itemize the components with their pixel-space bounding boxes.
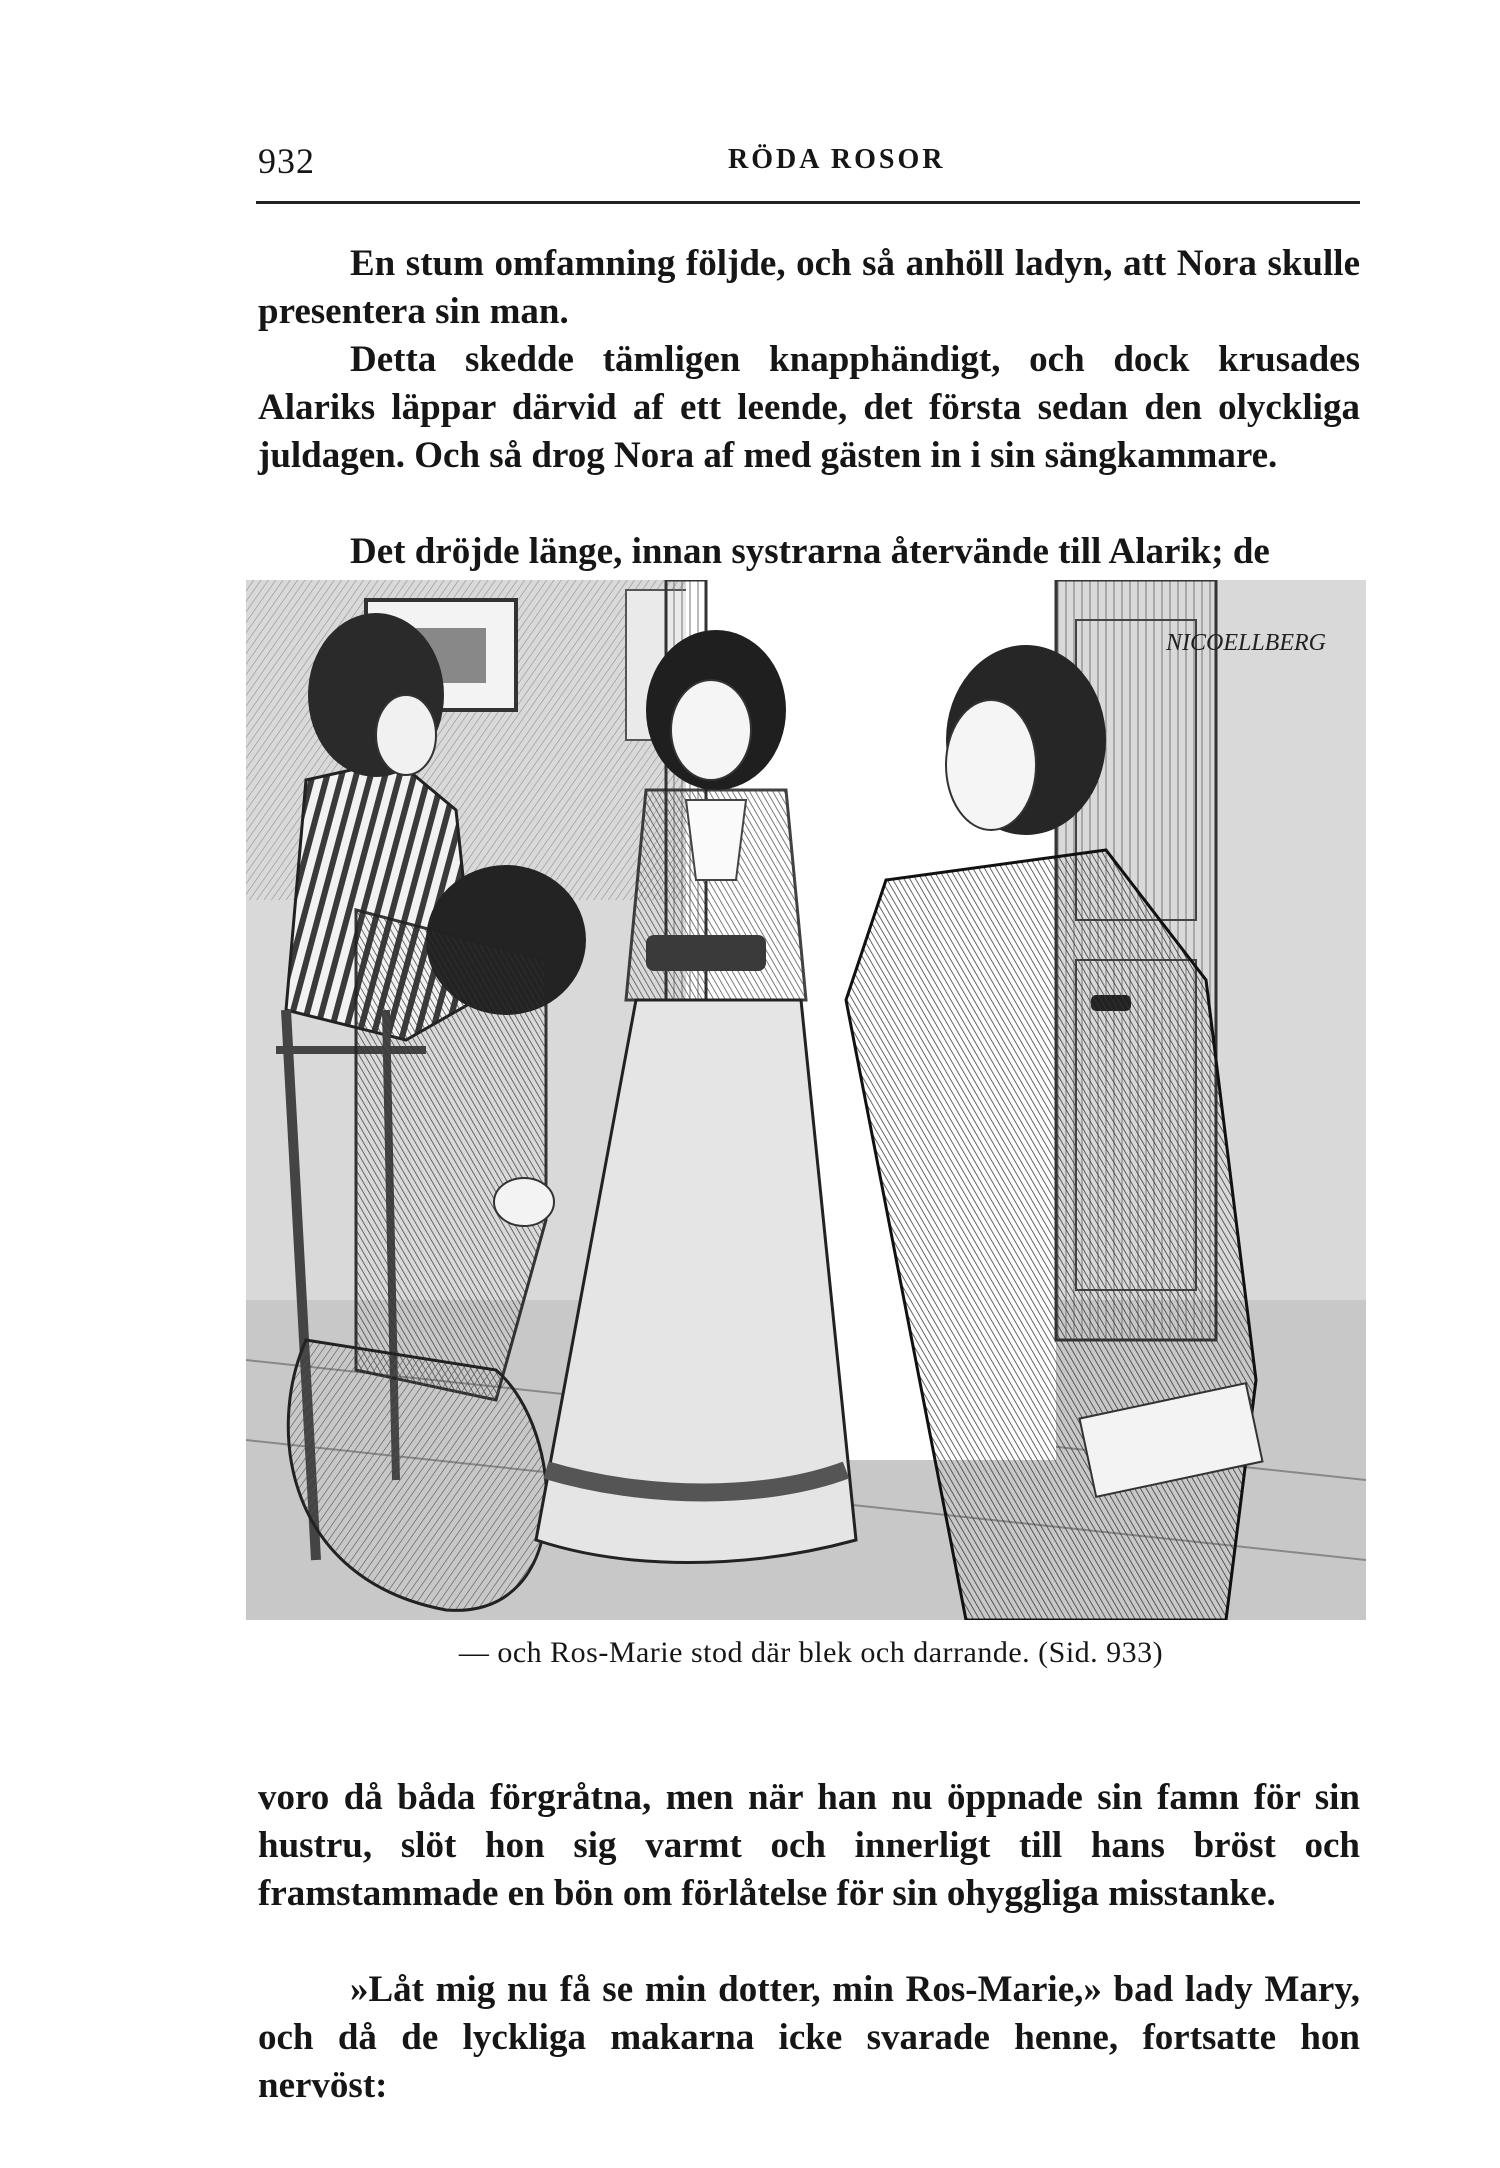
illustration [246,580,1366,1620]
paragraph-1: En stum omfamning följde, och så anhöll ladyn, att Nora skulle presentera sin man. [258,243,1360,332]
header-rule [256,201,1360,204]
paragraph-4: voro då båda förgråtna, men när han nu öppnade sin famn för sin hustru, slöt hon sig varmt och innerligt till hans bröst och framstammade en bön om förlåtelse för sin ohyggliga misstanke. [258,1777,1360,1914]
artist-signature: NICOELLBERG [1165,630,1327,656]
paragraph-3: Det dröjde länge, innan systrarna återvände till Alarik; de [350,531,1270,572]
page-number: 932 [258,141,315,181]
running-title: RÖDA ROSOR [728,144,946,175]
illustration-caption: — och Ros-Marie stod där blek och darrande. (Sid. 933) [458,1636,1164,1669]
page-header [258,140,1360,200]
paragraph-2: Detta skedde tämligen knapphändigt, och dock krusades Alariks läppar därvid af ett leende, det första sedan den olyckliga juldagen. Och så drog Nora af med gästen in i sin sängkammare. [258,339,1360,476]
paragraph-5: »Låt mig nu få se min dotter, min Ros-Marie,» bad lady Mary, och då de lyckliga makarna icke svarade henne, fortsatte hon nervöst: [258,1969,1360,2106]
